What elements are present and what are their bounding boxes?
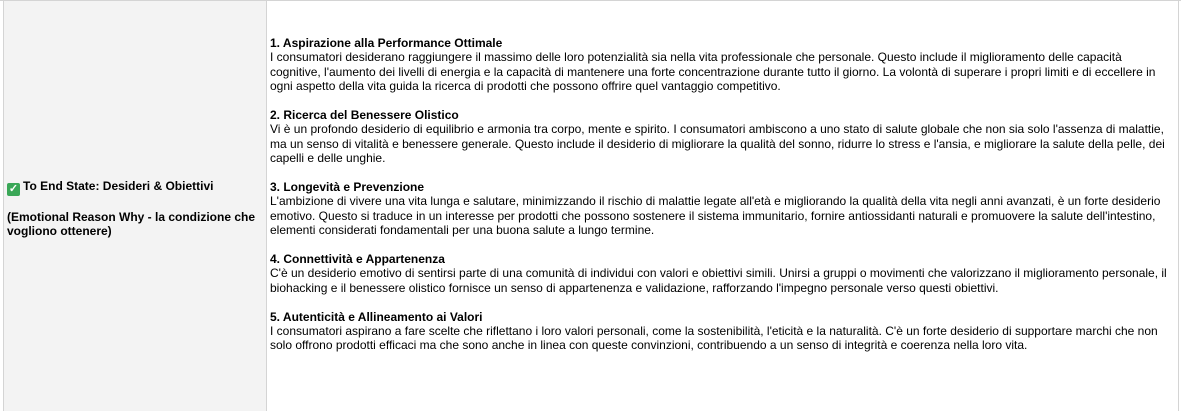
label-title: To End State: Desideri & Obiettivi <box>23 179 214 193</box>
label-cell[interactable] <box>3 1 267 411</box>
section-body: L'ambizione di vivere una vita lunga e salutare, minimizzando il rischio di malattie legate all'età e migliorando la qualità della vita negli anni avanzati, è un forte desiderio emotivo. Questo si traduce in un interesse per prodotti che possono sostenere il sistema immunitario, fornire antiossidanti naturali e promuovere la salute dell'intestino, elementi considerati fondamentali per una buona salute a lungo termine. <box>270 194 1161 238</box>
content-cell-text <box>270 36 1170 367</box>
section-body: I consumatori desiderano raggiungere il massimo delle loro potenzialità sia nella vita professionale che personale. Questo include il miglioramento delle capacità cognitive, l'aumento dei livelli di energia e la capacità di mantenere una forte concentrazione durante tutto il giorno. La volontà di superare i propri limiti e di eccellere in ogni aspetto della vita guida la ricerca di prodotti che possono offrire quel vantaggio competitivo. <box>270 50 1156 94</box>
section-title: 3. Longevità e Prevenzione <box>270 180 425 195</box>
section-title: 2. Ricerca del Benessere Olistico <box>270 108 459 123</box>
label-cell-content <box>7 179 265 238</box>
check-mark-icon: ✓ <box>8 183 19 195</box>
section-1 <box>270 36 1170 94</box>
section-3 <box>270 180 1170 238</box>
section-4 <box>270 252 1170 295</box>
section-5 <box>270 310 1170 353</box>
section-title: 4. Connettività e Appartenenza <box>270 252 445 267</box>
content-cell[interactable] <box>267 1 1179 411</box>
section-title: 5. Autenticità e Allineamento ai Valori <box>270 309 483 324</box>
section-2 <box>270 108 1170 166</box>
section-title: 1. Aspirazione alla Performance Ottimale <box>270 36 503 50</box>
label-subtitle: (Emotional Reason Why - la condizione che vogliono ottenere) <box>7 210 256 238</box>
section-body: Vi è un profondo desiderio di equilibrio e armonia tra corpo, mente e spirito. I consumatori ambiscono a uno stato di salute globale che non sia solo l'assenza di malattie, ma un senso di vitalità e benessere generale. Questo include il desiderio di migliorare la qualità del sonno, ridurre lo stress e l'ansia, e migliorare la salute della pelle, dei capelli e delle unghie. <box>270 122 1165 166</box>
section-body: I consumatori aspirano a fare scelte che riflettano i loro valori personali, come la sostenibilità, l'eticità e la naturalità. C'è un forte desiderio di supportare marchi che non solo offrono prodotti efficaci ma che sono anche in linea con queste convinzioni, contribuendo a un senso di integrità e coerenza nella loro vita. <box>270 324 1158 353</box>
label-title-line <box>7 179 265 196</box>
section-body: C'è un desiderio emotivo di sentirsi parte di una comunità di individui con valori e obiettivi simili. Unirsi a gruppi o movimenti che valorizzano il miglioramento personale, il biohacking e il benessere olistico fornisce un senso di appartenenza e validazione, rafforzando l'impegno personale verso questi obiettivi. <box>270 266 1167 295</box>
